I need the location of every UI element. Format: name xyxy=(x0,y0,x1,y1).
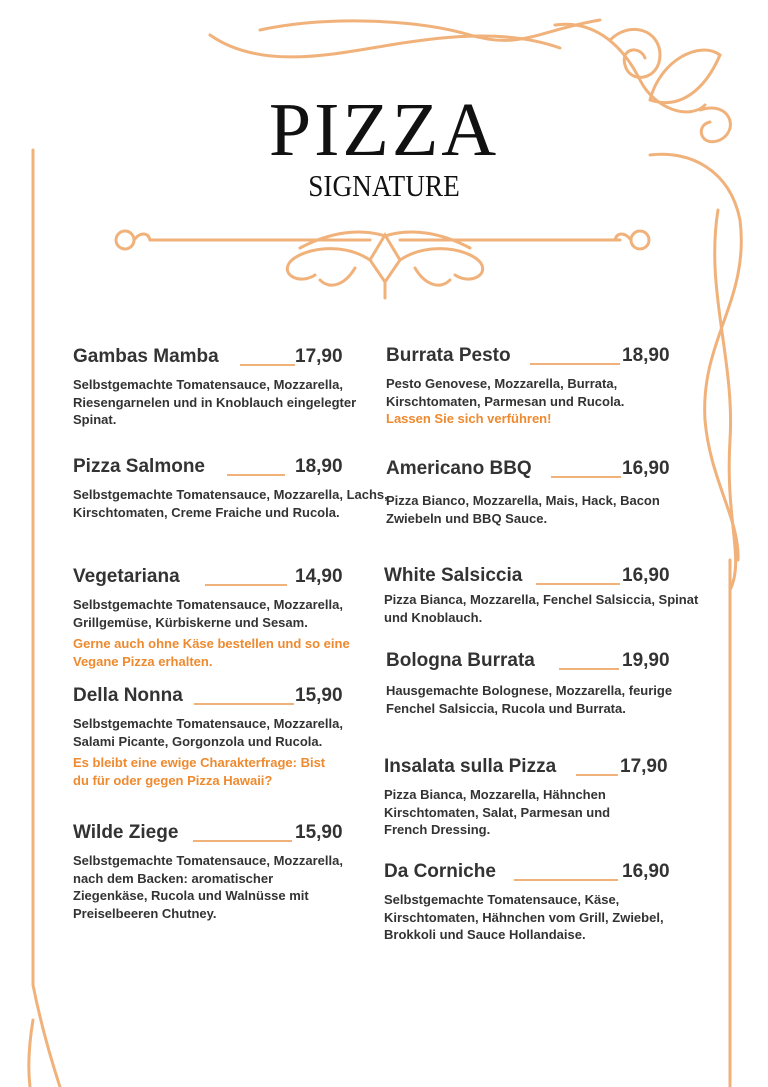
item-price: 14,90 xyxy=(295,566,343,587)
menu-item xyxy=(73,822,393,922)
leader-line xyxy=(194,703,294,705)
leader-line xyxy=(559,668,619,670)
item-description: Selbstgemachte Tomatensauce, Mozzarella, Lachs, Kirschtomaten, Creme Fraiche und Rucola. xyxy=(73,487,388,520)
leader-line xyxy=(227,474,285,476)
item-name: Pizza Salmone xyxy=(73,456,205,477)
item-description: Hausgemachte Bolognese, Mozzarella, feurige Fenchel Salsiccia, Rucola und Burrata. xyxy=(386,683,673,716)
item-name: Da Corniche xyxy=(384,861,496,882)
item-price: 19,90 xyxy=(622,650,670,671)
item-description: Selbstgemachte Tomatensauce, Mozzarella, Salami Picante, Gorgonzola und Rucola. xyxy=(73,716,343,749)
menu-item xyxy=(386,345,706,428)
item-price: 18,90 xyxy=(622,345,670,366)
item-note: Gerne auch ohne Käse bestellen und so eine Vegane Pizza erhalten. xyxy=(73,636,350,669)
item-note: Lassen Sie sich verführen! xyxy=(386,411,552,426)
item-description: Selbstgemachte Tomatensauce, Käse, Kirschtomaten, Hähnchen vom Grill, Zwiebel, Brokkoli und Sauce Hollandaise. xyxy=(384,892,664,942)
item-note: Es bleibt eine ewige Charakterfrage: Bist du für oder gegen Pizza Hawaii? xyxy=(73,755,326,788)
item-price: 15,90 xyxy=(295,822,343,843)
page-title: PIZZA xyxy=(268,88,500,172)
menu-item xyxy=(384,756,704,839)
item-price: 17,90 xyxy=(620,756,668,777)
menu-item xyxy=(386,650,706,717)
leader-line xyxy=(530,363,620,365)
item-price: 16,90 xyxy=(622,861,670,882)
item-price: 17,90 xyxy=(295,346,343,367)
leader-line xyxy=(536,583,620,585)
item-name: Gambas Mamba xyxy=(73,346,219,367)
item-name: Insalata sulla Pizza xyxy=(384,756,557,777)
item-description: Pizza Bianca, Mozzarella, Fenchel Salsiccia, Spinat und Knoblauch. xyxy=(384,592,699,625)
item-price: 15,90 xyxy=(295,685,343,706)
item-name: Vegetariana xyxy=(73,566,180,587)
page-subtitle: SIGNATURE xyxy=(308,168,460,203)
leader-line xyxy=(193,840,292,842)
leader-line xyxy=(205,584,287,586)
item-description: Selbstgemachte Tomatensauce, Mozzarella, nach dem Backen: aromatischer Ziegenkäse, Rucola und Walnüsse mit Preiselbeeren Chutney. xyxy=(73,853,343,921)
leader-line xyxy=(240,364,295,366)
item-name: White Salsiccia xyxy=(384,565,523,586)
item-description: Pesto Genovese, Mozzarella, Burrata, Kirschtomaten, Parmesan und Rucola. xyxy=(386,376,625,409)
leader-line xyxy=(514,879,618,881)
leader-line xyxy=(576,774,618,776)
item-name: Bologna Burrata xyxy=(386,650,535,671)
item-description: Pizza Bianco, Mozzarella, Mais, Hack, Bacon Zwiebeln und BBQ Sauce. xyxy=(386,493,660,526)
item-price: 18,90 xyxy=(295,456,343,477)
item-name: Burrata Pesto xyxy=(386,345,511,366)
menu-item xyxy=(73,456,393,521)
leader-line xyxy=(551,476,621,478)
item-name: Della Nonna xyxy=(73,685,183,706)
menu-item xyxy=(386,458,706,527)
menu-item xyxy=(384,861,704,944)
item-price: 16,90 xyxy=(622,458,670,479)
item-description: Pizza Bianca, Mozzarella, Hähnchen Kirschtomaten, Salat, Parmesan und French Dressing. xyxy=(384,787,611,837)
item-description: Selbstgemachte Tomatensauce, Mozzarella, Grillgemüse, Kürbiskerne und Sesam. xyxy=(73,597,343,630)
menu-item xyxy=(73,685,393,789)
menu-item xyxy=(384,565,704,626)
menu-item xyxy=(73,346,393,429)
menu-item xyxy=(73,566,393,670)
item-name: Americano BBQ xyxy=(386,458,532,479)
item-name: Wilde Ziege xyxy=(73,822,179,843)
item-description: Selbstgemachte Tomatensauce, Mozzarella, Riesengarnelen und in Knoblauch eingelegter Spinat. xyxy=(73,377,357,427)
item-price: 16,90 xyxy=(622,565,670,586)
